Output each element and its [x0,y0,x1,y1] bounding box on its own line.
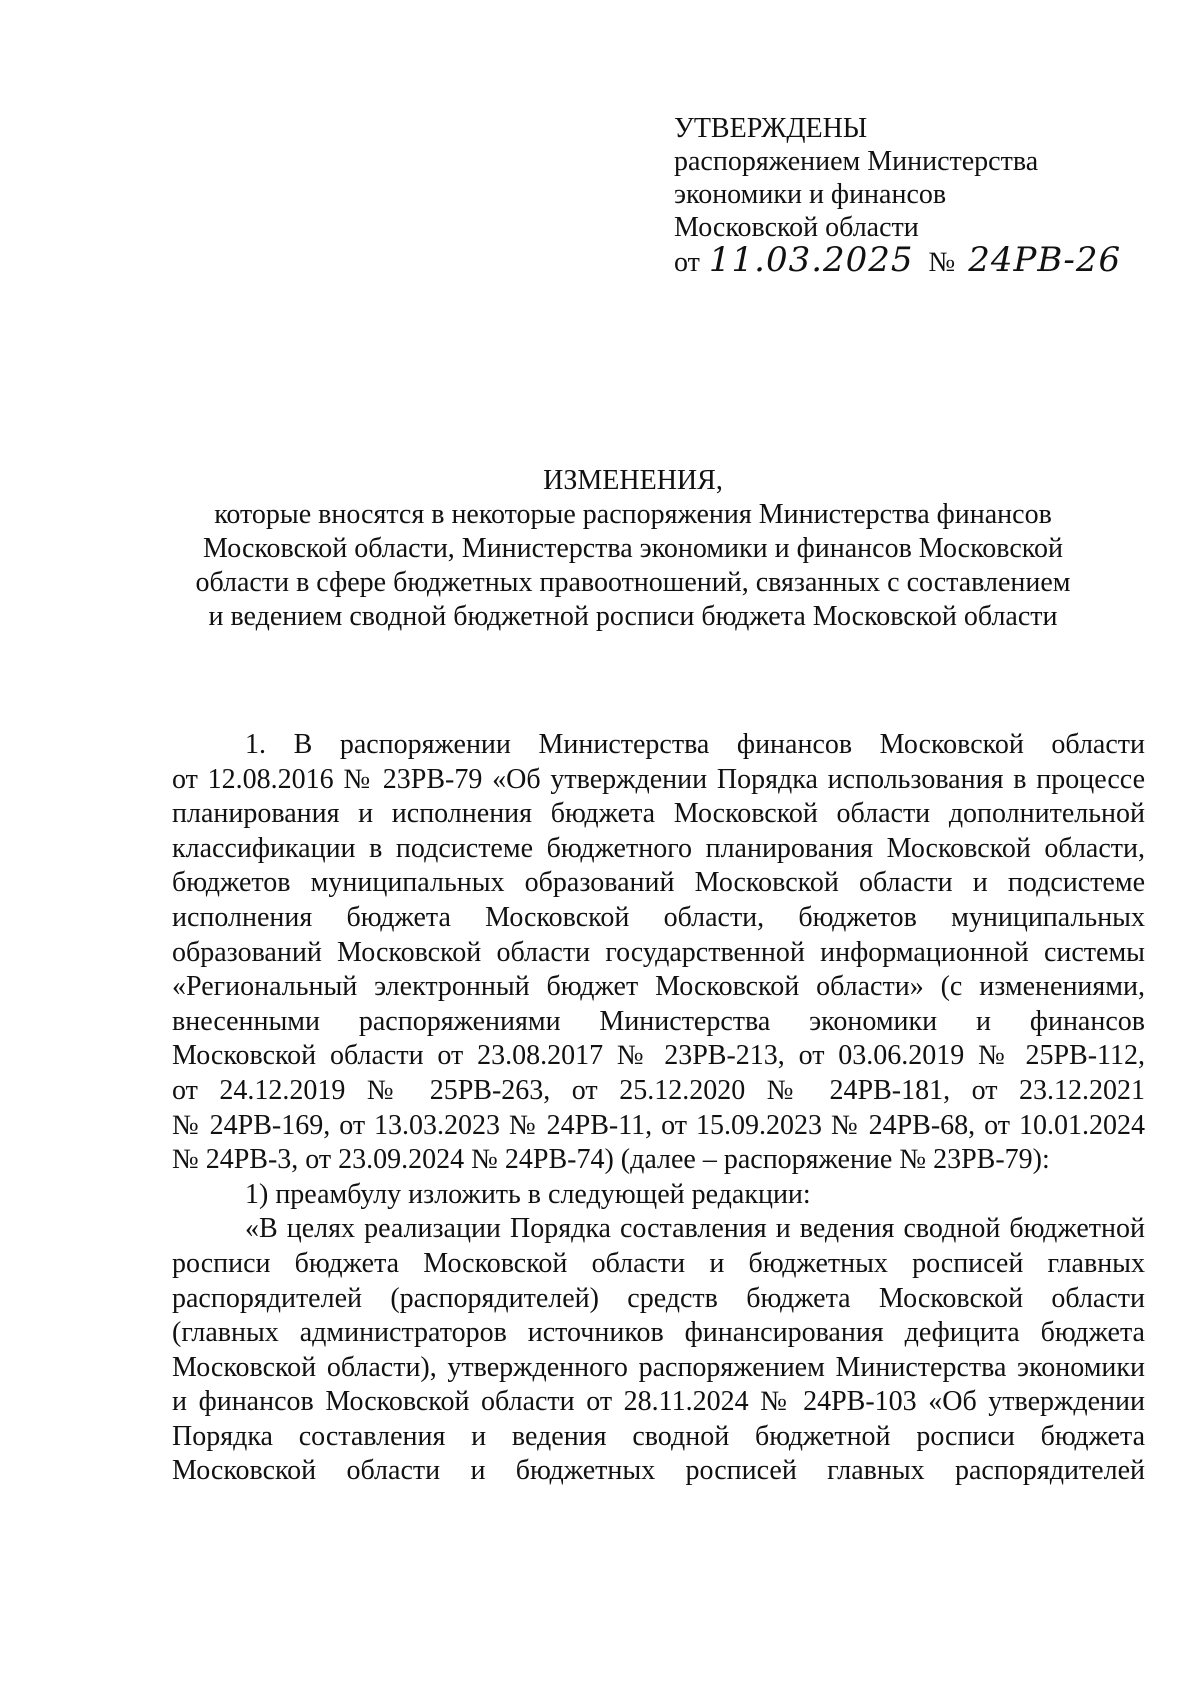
body-line: 1. В распоряжении Министерства финансов Московской области [245,729,1145,760]
approval-line: Московской области [674,212,919,243]
body-line: бюджетов муниципальных образований Московской области и подсистеме [172,867,1145,899]
body-line: внесенными распоряжениями Министерства экономики и финансов [172,1005,1145,1037]
body-line: № 24РВ-169, от 13.03.2023 № 24РВ-11, от 15.09.2023 № 24РВ-68, от 10.01.2024 [172,1109,1145,1141]
body-line: «Региональный электронный бюджет Московской области» (с изменениями, [172,971,1145,1003]
approval-date-line [674,240,1122,280]
title-line: которые вносятся в некоторые распоряжения Министерства финансов [214,499,1052,530]
body-line: планирования и исполнения бюджета Московской области дополнительной [172,798,1145,830]
document-title [170,464,1096,634]
approval-heading: УТВЕРЖДЕНЫ [674,113,868,144]
date-prefix: от [674,247,700,278]
number-prefix: № [928,247,956,278]
title-line: Московской области, Министерства экономики и финансов Московской [203,533,1063,564]
title-line: области в сфере бюджетных правоотношений, связанных с составлением [195,567,1071,598]
body-line: «В целях реализации Порядка составления и ведения сводной бюджетной [245,1213,1145,1245]
body-line: (главных администраторов источников финансирования дефицита бюджета [172,1317,1145,1349]
title-heading: ИЗМЕНЕНИЯ, [543,465,723,496]
body-line: Порядка составления и ведения сводной бюджетной росписи бюджета [172,1420,1145,1452]
body-line: Московской области от 23.08.2017 № 23РВ-213, от 03.06.2019 № 25РВ-112, [172,1040,1145,1072]
handwritten-date: 11.03.2025 [708,240,914,280]
body-line: и финансов Московской области от 28.11.2024 № 24РВ-103 «Об утверждении [172,1386,1145,1418]
body-line: Московской области и бюджетных росписей главных распорядителей [172,1455,1145,1487]
body-line: классификации в подсистеме бюджетного планирования Московской области, [172,832,1145,864]
body-line: распорядителей (распорядителей) средств бюджета Московской области [172,1282,1145,1314]
body-line: от 12.08.2016 № 23РВ-79 «Об утверждении Порядка использования в процессе [172,763,1145,795]
body-line: Московской области), утвержденного распоряжением Министерства экономики [172,1351,1145,1383]
body-line: от 24.12.2019 № 25РВ-263, от 25.12.2020 № 24РВ-181, от 23.12.2021 [172,1074,1145,1106]
handwritten-number: 24РВ-26 [968,240,1122,280]
approval-stamp [674,112,1121,279]
body-line: росписи бюджета Московской области и бюджетных росписей главных [172,1247,1145,1279]
title-line: и ведением сводной бюджетной росписи бюджета Московской области [208,601,1058,632]
body-line: исполнения бюджета Московской области, бюджетов муниципальных [172,901,1145,933]
body-line: 1) преамбулу изложить в следующей редакции: [245,1178,811,1210]
approval-line: распоряжением Министерства [674,146,1039,177]
document-body [172,728,1145,1489]
body-line: образований Московской области государственной информационной системы [172,936,1145,968]
approval-line: экономики и финансов [674,179,947,210]
body-line: № 24РВ-3, от 23.09.2024 № 24РВ-74) (далее – распоряжение № 23РВ-79): [172,1144,1050,1176]
